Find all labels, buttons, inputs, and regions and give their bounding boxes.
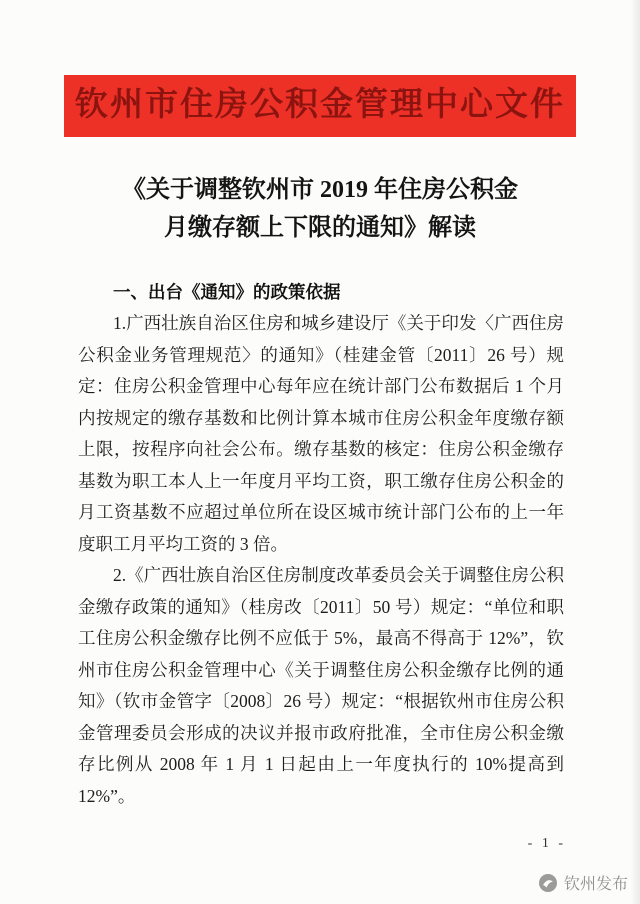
document-title [0, 171, 640, 247]
document-title-line-2: 月缴存额上下限的通知》解读 [164, 214, 476, 241]
paragraph-2: 2.《广西壮族自治区住房制度改革委员会关于调整住房公积金缴存政策的通知》（桂房改〔2011〕50 号）规定：“单位和职工住房公积金缴存比例不应低于 5%，最高不得高于 12%”，钦州市住房公积金管理中心《关于调整住房公积金缴存比例的通知》（钦市金管字〔2008〕26 号）规定：“根据钦州市住房公积金管理委员会形成的决议并报市政府批准，全市住房公积金缴存比例从 2008 年 1 月 1 日起由上一年度执行的 10%提高到 12%”。 [78, 565, 564, 806]
qinzhou-release-logo-icon [538, 873, 558, 893]
publisher-watermark [538, 871, 628, 894]
document-title-line-1: 《关于调整钦州市 2019 年住房公积金 [122, 176, 518, 203]
red-header-banner: 钦州市住房公积金管理中心文件 [64, 75, 576, 137]
section-heading: 一、出台《通知》的政策依据 [113, 281, 341, 302]
page-number: - 1 - [527, 836, 566, 851]
document-body [78, 277, 564, 813]
watermark-label: 钦州发布 [563, 876, 628, 893]
paragraph-1: 1.广西壮族自治区住房和城乡建设厅《关于印发〈广西住房公积金业务管理规范〉的通知》（桂建金管〔2011〕26 号）规定：住房公积金管理中心每年应在统计部门公布数据后 1 个月内按规定的缴存基数和比例计算本城市住房公积金年度缴存额上限，按程序向社会公布。缴存基数的核定：住房公积金缴存基数为职工本人上一年度月平均工资，职工缴存住房公积金的月工资基数不应超过单位所在设区城市统计部门公布的上一年度职工月平均工资的 3 倍。 [78, 313, 564, 554]
